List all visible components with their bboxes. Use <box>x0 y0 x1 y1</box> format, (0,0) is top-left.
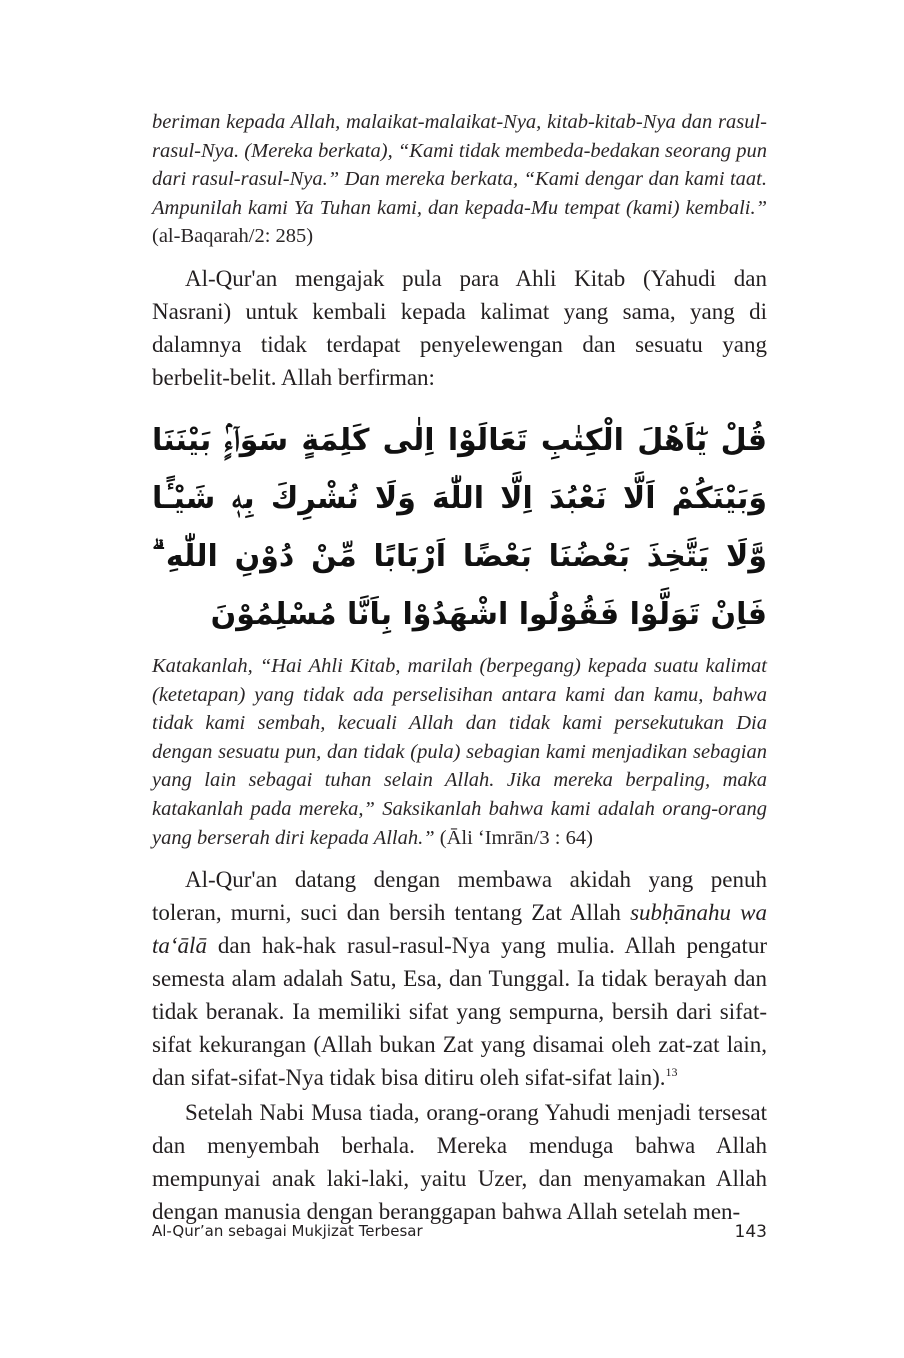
translation-quote-1 <box>152 108 767 251</box>
paragraph-2-after: dan hak-hak rasul-rasul-Nya yang mulia. Allah pengatur semesta alam adalah Satu, Esa, dan Tunggal. Ia tidak berayah dan tidak beranak. Ia memiliki sifat yang sempurna, bersih dari sifat-sifat kekurangan (Allah bukan Zat yang disamai oleh zat-zat lain, dan sifat-sifat-Nya tidak bisa ditiru oleh sifat-sifat lain). <box>152 933 767 1091</box>
page-footer <box>152 1222 767 1250</box>
page-body <box>152 108 767 1228</box>
paragraph-2-italic-phrase: subḥānahu wa ta‘ālā <box>152 900 767 959</box>
paragraph-3: Setelah Nabi Musa tiada, orang-orang Yahudi menjadi tersesat dan menyembah berhala. Mereka menduga bahwa Allah mempunyai anak laki-laki, yaitu Uzer, dan menyamakan Allah dengan manusia dengan beranggapan bahwa Allah setelah men- <box>152 1100 767 1225</box>
translation-quote-2 <box>152 652 767 852</box>
page-number: 143 <box>734 1222 767 1242</box>
quote-2-reference: (Āli ‘Imrān/3 : 64) <box>439 826 593 849</box>
quote-2-text: Katakanlah, “Hai Ahli Kitab, marilah (berpegang) kepada suatu kalimat (ketetapan) yang tidak ada perselisihan antara kami dan kamu, bahwa tidak kami sembah, kecuali Allah dan tidak kami persekutukan Dia dengan sesuatu pun, dan tidak (pula) sebagian kami menjadikan sebagian yang lain sebagai tuhan selain Allah. Jika mereka berpaling, maka katakanlah pada mereka,” Saksikanlah bahwa kami adalah orang-orang yang berserah diri kepada Allah.” <box>152 654 767 849</box>
arabic-verse: قُلْ يٰٓاَهْلَ الْكِتٰبِ تَعَالَوْا اِلٰى كَلِمَةٍ سَوَاۤءٍۢ بَيْنَنَا وَبَيْنَكُمْ اَلَّا نَعْبُدَ اِلَّا اللّٰهَ وَلَا نُشْرِكَ بِهٖ شَيْـًٔا وَّلَا يَتَّخِذَ بَعْضُنَا بَعْضًا اَرْبَابًا مِّنْ دُوْنِ اللّٰهِ ۗ فَاِنْ تَوَلَّوْا فَقُوْلُوا اشْهَدُوْا بِاَنَّا مُسْلِمُوْنَ <box>152 422 767 632</box>
paragraph-2-before: Al-Qur'an datang dengan membawa akidah yang penuh toleran, murni, suci dan bersih tentang Zat Allah <box>152 867 767 926</box>
running-title: Al-Qur’an sebagai Mukjizat Terbesar <box>152 1222 423 1240</box>
paragraph-2 <box>152 863 767 1094</box>
quote-1-reference: (al-Baqarah/2: 285) <box>152 225 314 248</box>
quote-1-text: beriman kepada Allah, malaikat-malaikat-Nya, kitab-kitab-Nya dan rasul-rasul-Nya. (Mereka berkata), “Kami tidak membeda-bedakan seorang pun dari rasul-rasul-Nya.” Dan mereka berkata, “Kami dengar dan kami taat. Ampunilah kami Ya Tuhan kami, dan kepada-Mu tempat (kami) kembali.” <box>152 111 767 219</box>
paragraph-1: Al-Qur'an mengajak pula para Ahli Kitab (Yahudi dan Nasrani) untuk kembali kepada kalimat yang sama, yang di dalamnya tidak terdapat penyelewengan dan sesuatu yang berbelit-belit. Allah berfirman: <box>152 265 767 390</box>
footnote-marker[interactable]: 13 <box>665 1065 678 1080</box>
